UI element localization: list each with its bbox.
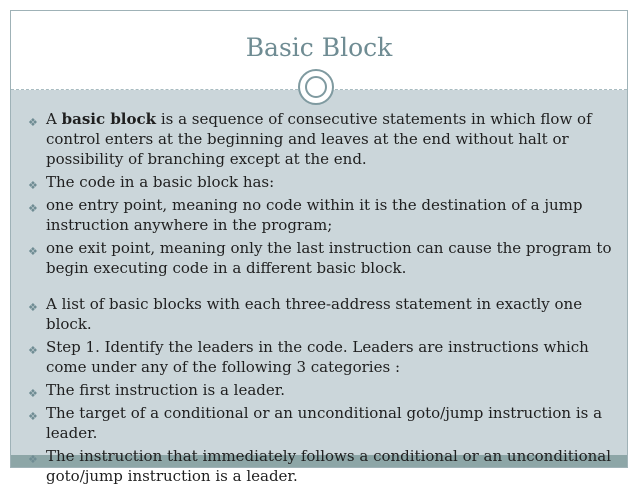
bullet-item (26, 172, 616, 192)
bullet-text: The target of a conditional or an unconditional goto/jump instruction is a leader. (46, 404, 603, 442)
diamond-bullet-icon: ❖ (28, 116, 38, 129)
bullet-text: The instruction that immediately follows a conditional or an unconditional goto/jump instruction is a leader. (46, 447, 611, 485)
bullet-text: The code in a basic block has: (46, 173, 275, 191)
bullet-item (26, 380, 616, 400)
bullet-item (26, 446, 616, 486)
bullet-text: The first instruction is a leader. (46, 381, 286, 399)
bullet-item (26, 337, 616, 377)
bullet-text: one exit point, meaning only the last instruction can cause the program to begin executing code in a different basic block. (46, 239, 612, 277)
slide-title: Basic Block (245, 33, 393, 62)
circle-ornament-icon (298, 69, 334, 105)
diamond-bullet-icon: ❖ (28, 301, 38, 314)
diamond-bullet-icon: ❖ (28, 410, 38, 423)
bullet-bold-term: basic block (61, 110, 157, 128)
diamond-bullet-icon: ❖ (28, 179, 38, 192)
bullet-item (26, 294, 616, 334)
diamond-bullet-icon: ❖ (28, 344, 38, 357)
bullet-text: Step 1. Identify the leaders in the code. Leaders are instructions which come under any of the following 3 categories : (46, 338, 589, 376)
bullet-item (26, 195, 616, 235)
bullet-item (26, 109, 616, 169)
bullet-text-prefix: A (46, 110, 62, 128)
diamond-bullet-icon: ❖ (28, 245, 38, 258)
circle-ornament-inner (305, 76, 327, 98)
bullet-text: one entry point, meaning no code within it is the destination of a jump instruction anywhere in the program; (46, 196, 583, 234)
bullet-list (26, 109, 616, 489)
diamond-bullet-icon: ❖ (28, 453, 38, 466)
bullet-text: is a sequence of consecutive statements in which flow of control enters at the beginning and leaves at the end without halt or possibility of branching except at the end. (46, 110, 592, 168)
diamond-bullet-icon: ❖ (28, 202, 38, 215)
bullet-text: A list of basic blocks with each three-address statement in exactly one block. (46, 295, 583, 333)
bullet-item (26, 403, 616, 443)
bullet-item (26, 238, 616, 278)
diamond-bullet-icon: ❖ (28, 387, 38, 400)
